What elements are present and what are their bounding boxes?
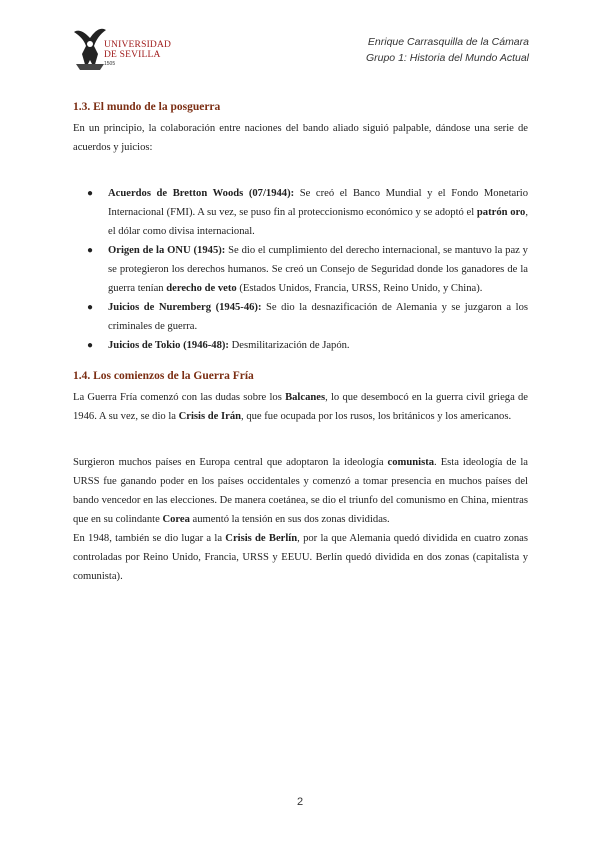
page-number: 2: [296, 796, 304, 808]
university-line2: DE SEVILLA: [104, 50, 161, 60]
bullet-icon: ●: [87, 245, 94, 256]
university-line1: UNIVERSIDAD: [104, 40, 172, 50]
paragraph-1: La Guerra Fría comenzó con las dudas sobre los Balcanes, lo que desembocó en la guerra civil griega de 1946. A su vez, se dio la Crisis de Irán, que fue ocupada por los rusos, los británicos y los americanos.: [73, 392, 529, 422]
list-item: ● Juicios de Nuremberg (1945-46): Se dio la desnazificación de Alemania y se juzgaron a los criminales de guerra.: [73, 298, 528, 336]
list-item: ● Acuerdos de Bretton Woods (07/1944): Se creó el Banco Mundial y el Fondo Monetario Internacional (FMI). A su vez, se puso fin al proteccionismo económico y se adoptó el patrón oro, el dólar como divisa internacional.: [73, 184, 528, 241]
university-name: [104, 40, 171, 60]
agreements-list: [73, 184, 528, 355]
paragraph-3: En 1948, también se dio lugar a la Crisis de Berlín, por la que Alemania quedó dividida en cuatro zonas controladas por Reino Unido, Francia, URSS y EEUU. Berlín quedó dividida en dos zonas (capitalista y comunista).: [73, 533, 529, 582]
bullet-icon: ●: [87, 302, 94, 313]
document-body: [73, 98, 528, 586]
section-heading-1-4: 1.4. Los comienzos de la Guerra Fría: [73, 370, 254, 382]
author-name: Enrique Carrasquilla de la Cámara: [367, 36, 529, 48]
course-name: Grupo 1: Historia del Mundo Actual: [365, 52, 529, 64]
university-year: 1505: [104, 61, 116, 67]
list-item: ● Juicios de Tokio (1946-48): Desmilitarización de Japón.: [73, 336, 528, 355]
list-item: ● Origen de la ONU (1945): Se dio el cumplimiento del derecho internacional, se mantuvo la paz y se protegieron los derechos humanos. Se creó un Consejo de Seguridad donde los ganadores de la guerra tenían derecho de veto (Estados Unidos, Francia, URSS, Reino Unido, y China).: [73, 241, 528, 298]
section-heading-1-3: 1.3. El mundo de la posguerra: [73, 101, 221, 113]
bullet-icon: ●: [87, 188, 94, 199]
bullet-icon: ●: [87, 340, 94, 351]
paragraph-2: Surgieron muchos países en Europa central que adoptaron la ideología comunista. Esta ideología de la URSS fue ganando poder en los países occidentales y comenzó a tomar presencia en muchos países del bando vencedor en las elecciones. De manera coetánea, se dio el triunfo del comunismo en China, mientras que en su colindante Corea aumentó la tensión en sus dos zonas divididas.: [73, 457, 528, 525]
document-header: [366, 34, 529, 66]
section-intro: En un principio, la colaboración entre naciones del bando aliado siguió palpable, dándose una serie de acuerdos y juicios:: [73, 123, 528, 153]
